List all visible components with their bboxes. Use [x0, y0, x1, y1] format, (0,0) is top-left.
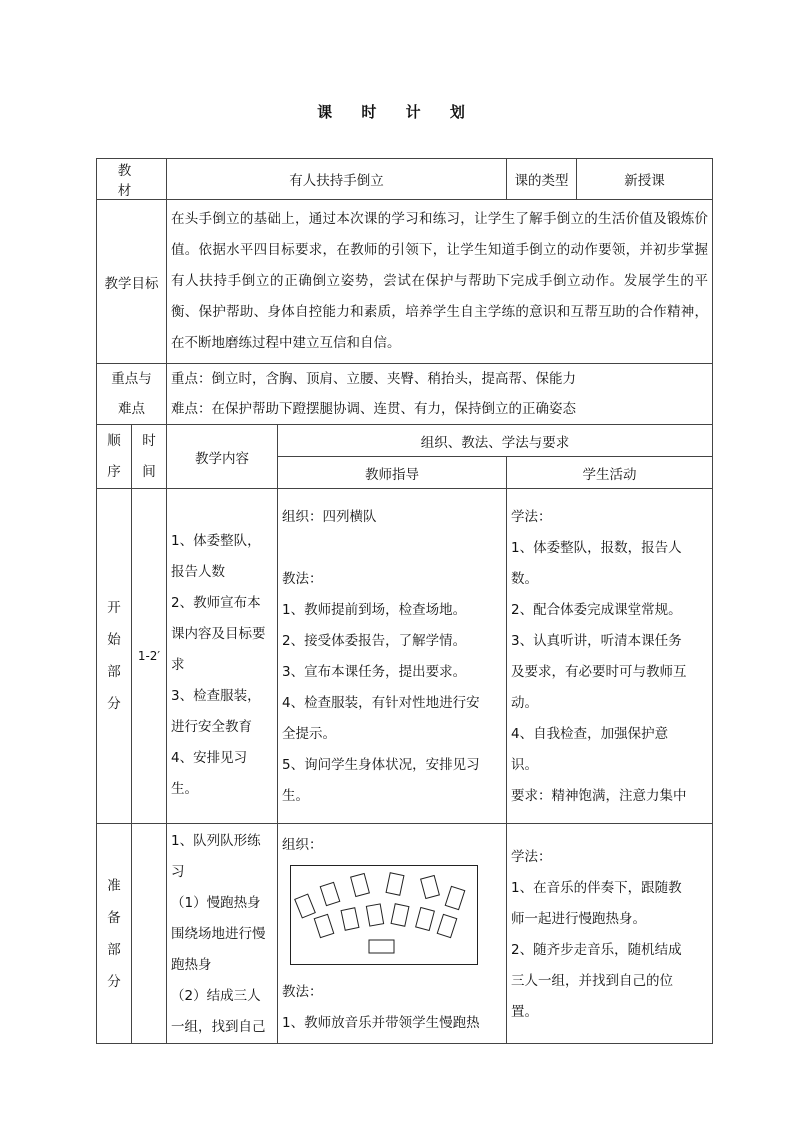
- goal-label: 教学目标: [97, 200, 167, 364]
- student-marker: [386, 873, 404, 895]
- order-header: 顺 序: [97, 425, 132, 489]
- difficulty-point: 难点：在保护帮助下蹬摆腿协调、连贯、有力，保持倒立的正确姿态: [171, 401, 576, 417]
- type-value: 新授课: [577, 159, 713, 200]
- page-title: 课 时 计 划: [317, 103, 477, 121]
- key-text: [167, 364, 713, 425]
- section-warmup: [97, 824, 713, 1044]
- section-content: 1、体委整队， 报告人数 2、教师宣布本 课内容及目标要 求 3、检查服装， 进行安全教育 4、安排见习 生。: [167, 489, 278, 824]
- section-name: 开 始 部 分: [97, 489, 132, 824]
- student-marker: [314, 914, 333, 937]
- goal-text: 在头手倒立的基础上，通过本次课的学习和练习，让学生了解手倒立的生活价值及锻炼价值。依据水平四目标要求，在教师的引领下，让学生知道手倒立的动作要领，并初步掌握有人扶持手倒立的正确倒立姿势，尝试在保护与帮助下完成手倒立动作。发展学生的平衡、保护帮助、身体自控能力和素质，培养学生自主学练的意识和互帮互助的合作精神，在不断地磨练过程中建立互信和自信。: [167, 200, 713, 364]
- student-marker: [341, 908, 359, 930]
- content-header: 教学内容: [167, 425, 278, 489]
- key-label: 重点与 难点: [97, 364, 167, 425]
- student-marker: [366, 904, 383, 926]
- material-value: 有人扶持手倒立: [167, 159, 507, 200]
- student-marker: [445, 886, 464, 909]
- section-time: [132, 824, 167, 1044]
- goal-row: [97, 200, 713, 364]
- section-name: 准 备 部 分: [97, 824, 132, 1044]
- student-marker: [320, 882, 339, 905]
- student-marker: [295, 894, 315, 918]
- student-marker: [391, 904, 409, 926]
- material-label: 教 材: [97, 159, 167, 200]
- student-activity: 学法： 1、体委整队，报数，报告人 数。 2、配合体委完成课堂常规。 3、认真听讲，听清本课任务 及要求，有必要时可与教师互 动。 4、自我检查，加强保护意 识。 要求：精神饱满，注意力集中: [507, 489, 713, 824]
- teacher-guidance: 组织： 教法： 1、教师放音乐并带领学生慢跑热: [278, 824, 507, 1044]
- student-header: 学生活动: [507, 457, 713, 489]
- student-activity: 学法： 1、在音乐的伴奏下，跟随教 师一起进行慢跑热身。 2、随齐步走音乐，随机结成 三人一组，并找到自己的位 置。: [507, 824, 713, 1044]
- key-point: 重点：倒立时，含胸、顶肩、立腰、夹臀、稍抬头，提高帮、保能力: [171, 371, 576, 387]
- student-marker: [421, 876, 440, 899]
- time-header: 时 间: [132, 425, 167, 489]
- header-row: [97, 159, 713, 200]
- teacher-marker: [369, 940, 394, 953]
- key-row: [97, 364, 713, 425]
- student-marker: [416, 908, 435, 931]
- section-start: [97, 489, 713, 824]
- org-header: 组织、教法、学法与要求: [278, 425, 713, 457]
- teacher-header: 教师指导: [278, 457, 507, 489]
- field-boundary: [291, 866, 478, 965]
- lesson-plan-table: [96, 158, 713, 1044]
- student-marker: [437, 914, 456, 937]
- teacher-guidance: 组织：四列横队 教法： 1、教师提前到场，检查场地。 2、接受体委报告，了解学情。 3、宣布本课任务，提出要求。 4、检查服装，有针对性地进行安 全提示。 5、询问学生身体状况，安排见习 生。: [278, 489, 507, 824]
- section-time: 1-2′: [132, 489, 167, 824]
- student-marker: [351, 874, 370, 897]
- section-content: 1、队列队形练 习 （1）慢跑热身 围绕场地进行慢 跑热身 （2）结成三人 一组，找到自己: [167, 824, 278, 1044]
- column-header-row-1: [97, 425, 713, 457]
- formation-diagram: [290, 865, 478, 965]
- type-label: 课的类型: [507, 159, 577, 200]
